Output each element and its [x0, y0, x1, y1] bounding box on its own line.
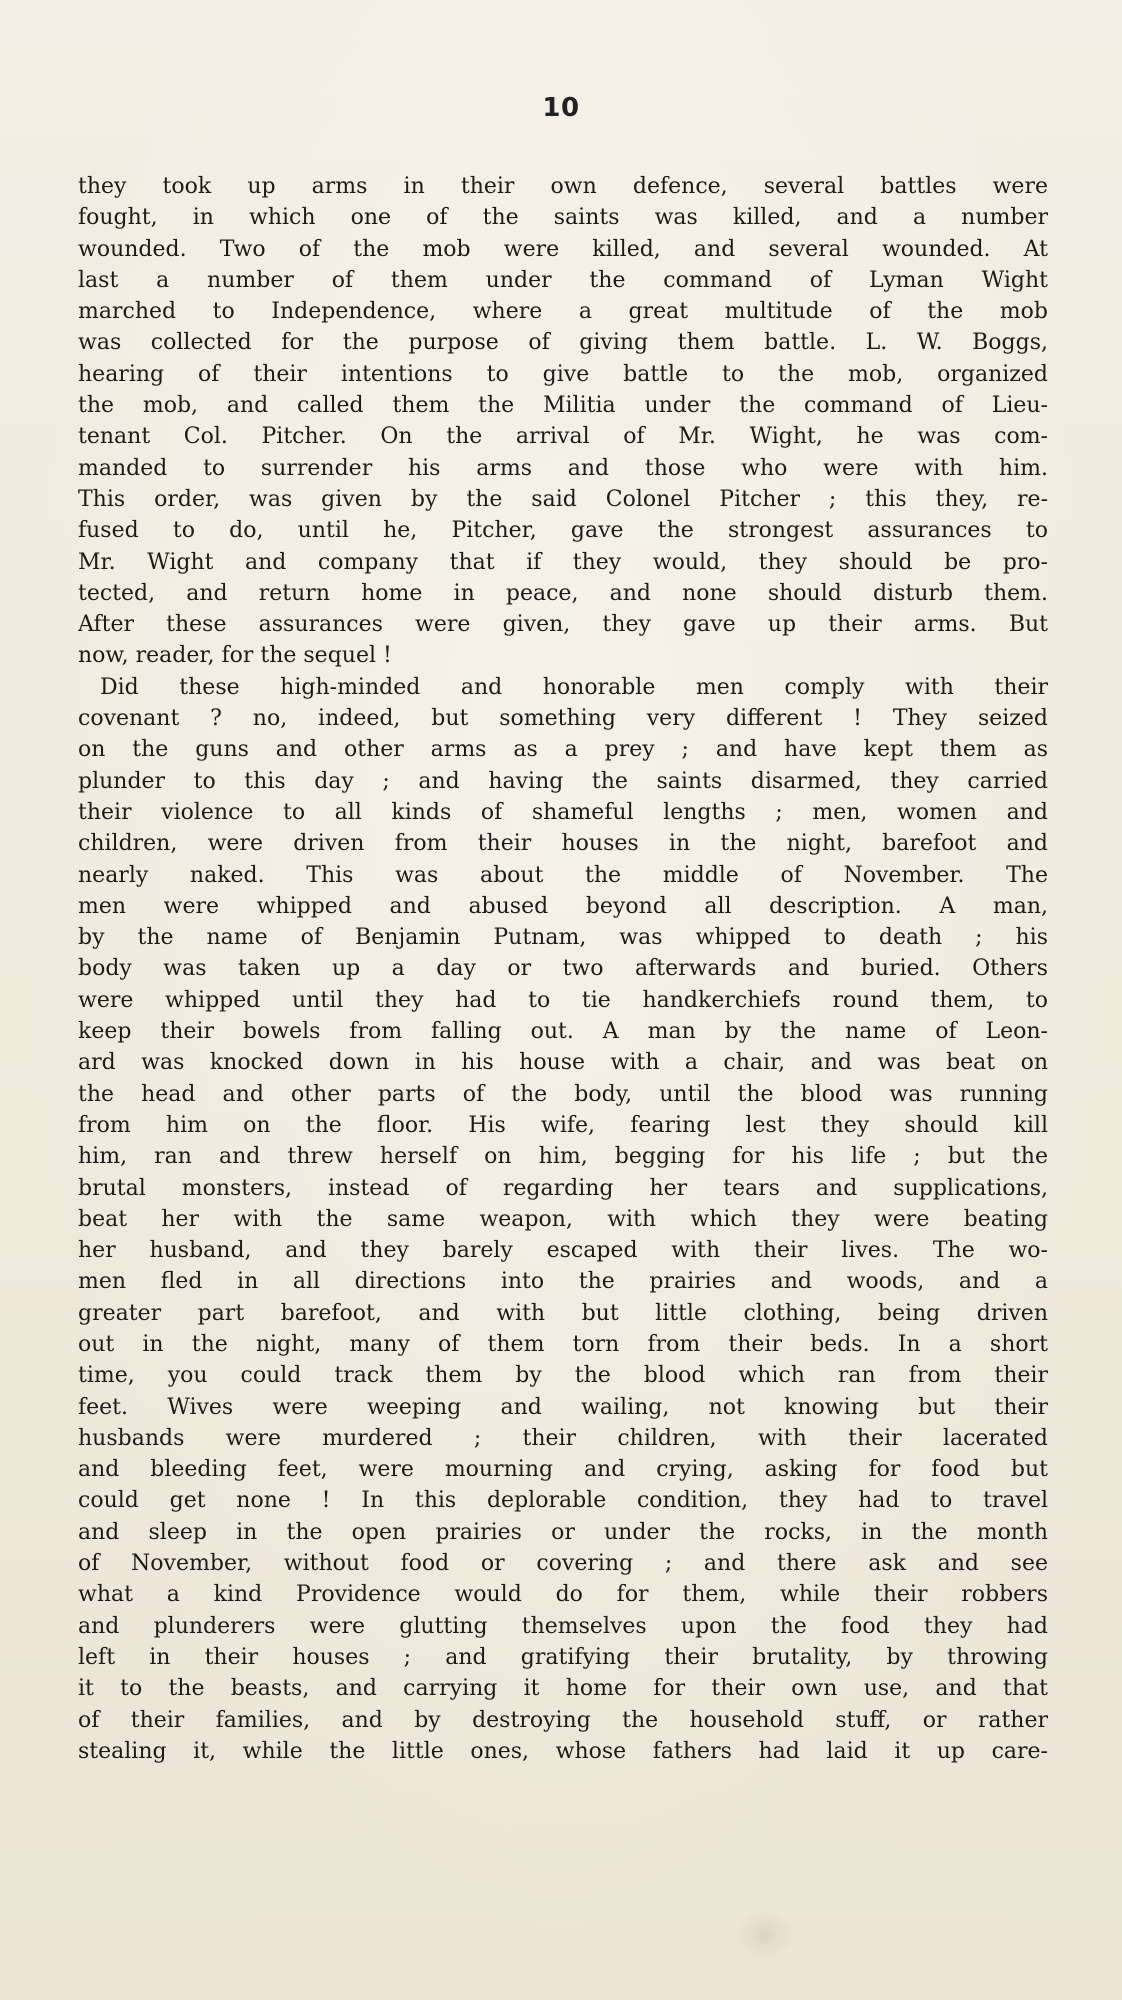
text-line: Did these high-minded and honorable men comply with their — [100, 674, 1048, 700]
text-line: the mob, and called them the Militia under the command of Lieu- — [78, 393, 1048, 419]
text-line: him, ran and threw herself on him, begging for his life ; but the — [78, 1144, 1048, 1170]
text-line: children, were driven from their houses in the night, barefoot and — [78, 831, 1048, 857]
body-text — [78, 171, 1048, 1767]
text-line: fought, in which one of the saints was killed, and a number — [78, 205, 1048, 231]
text-line: their violence to all kinds of shameful lengths ; men, women and — [78, 799, 1048, 825]
text-line: men fled in all directions into the prairies and woods, and a — [78, 1269, 1048, 1295]
text-line: and bleeding feet, were mourning and crying, asking for food but — [78, 1457, 1048, 1483]
text-line: they took up arms in their own defence, several battles were — [78, 174, 1048, 199]
text-line: and sleep in the open prairies or under the rocks, in the month — [78, 1519, 1048, 1545]
text-line: and plunderers were glutting themselves upon the food they had — [78, 1613, 1048, 1639]
text-line: from him on the floor. His wife, fearing lest they should kill — [78, 1112, 1048, 1138]
text-line: left in their houses ; and gratifying their brutality, by throwing — [78, 1644, 1048, 1670]
text-line: last a number of them under the command of Lyman Wight — [78, 267, 1048, 293]
text-line: fused to do, until he, Pitcher, gave the strongest assurances to — [78, 518, 1048, 544]
text-line: nearly naked. This was about the middle of November. The — [78, 862, 1048, 888]
text-line: wounded. Two of the mob were killed, and several wounded. At — [78, 236, 1048, 262]
text-line: it to the beasts, and carrying it home for their own use, and that — [78, 1676, 1048, 1702]
text-line: stealing it, while the little ones, whose fathers had laid it up care- — [78, 1738, 1048, 1764]
text-line: men were whipped and abused beyond all description. A man, — [78, 893, 1048, 919]
text-line: Mr. Wight and company that if they would, they should be pro- — [78, 549, 1048, 575]
text-line: on the guns and other arms as a prey ; and have kept them as — [78, 737, 1048, 763]
text-line: the head and other parts of the body, until the blood was running — [78, 1081, 1048, 1107]
text-line: body was taken up a day or two afterwards and buried. Others — [78, 956, 1048, 982]
text-line: what a kind Providence would do for them, while their robbers — [78, 1582, 1048, 1608]
text-line: marched to Independence, where a great multitude of the mob — [78, 299, 1048, 325]
text-line: beat her with the same weapon, with which they were beating — [78, 1206, 1048, 1232]
text-line: out in the night, many of them torn from their beds. In a short — [78, 1331, 1048, 1357]
text-line: of November, without food or covering ; and there ask and see — [78, 1551, 1048, 1577]
text-line: manded to surrender his arms and those who were with him. — [78, 455, 1048, 481]
text-line: This order, was given by the said Colonel Pitcher ; this they, re- — [78, 486, 1048, 512]
text-line: brutal monsters, instead of regarding her tears and supplications, — [78, 1175, 1048, 1201]
text-line: husbands were murdered ; their children, with their lacerated — [78, 1425, 1048, 1451]
text-line: plunder to this day ; and having the saints disarmed, they carried — [78, 768, 1048, 794]
text-line: greater part barefoot, and with but little clothing, being driven — [78, 1300, 1048, 1326]
text-line: After these assurances were given, they gave up their arms. But — [78, 612, 1048, 638]
text-line: covenant ? no, indeed, but something very different ! They seized — [78, 706, 1048, 732]
text-line: keep their bowels from falling out. A man by the name of Leon- — [78, 1019, 1048, 1045]
text-line: was collected for the purpose of giving them battle. L. W. Boggs, — [78, 330, 1048, 356]
text-line: were whipped until they had to tie handkerchiefs round them, to — [78, 987, 1048, 1013]
paper-stain — [735, 1910, 795, 1960]
text-line: feet. Wives were weeping and wailing, not knowing but their — [78, 1394, 1048, 1420]
text-line: her husband, and they barely escaped with their lives. The wo- — [78, 1238, 1048, 1264]
text-line: of their families, and by destroying the household stuff, or rather — [78, 1707, 1048, 1733]
text-line: could get none ! In this deplorable condition, they had to travel — [78, 1488, 1048, 1514]
text-line: tected, and return home in peace, and none should disturb them. — [78, 580, 1048, 606]
text-line: hearing of their intentions to give battle to the mob, organized — [78, 361, 1048, 387]
text-line: time, you could track them by the blood which ran from their — [78, 1363, 1048, 1389]
text-line: ard was knocked down in his house with a chair, and was beat on — [78, 1050, 1048, 1076]
page-number: 10 — [542, 93, 580, 123]
text-line: by the name of Benjamin Putnam, was whipped to death ; his — [78, 925, 1048, 951]
text-line: tenant Col. Pitcher. On the arrival of Mr. Wight, he was com- — [78, 424, 1048, 450]
text-line: now, reader, for the sequel ! — [78, 643, 392, 669]
